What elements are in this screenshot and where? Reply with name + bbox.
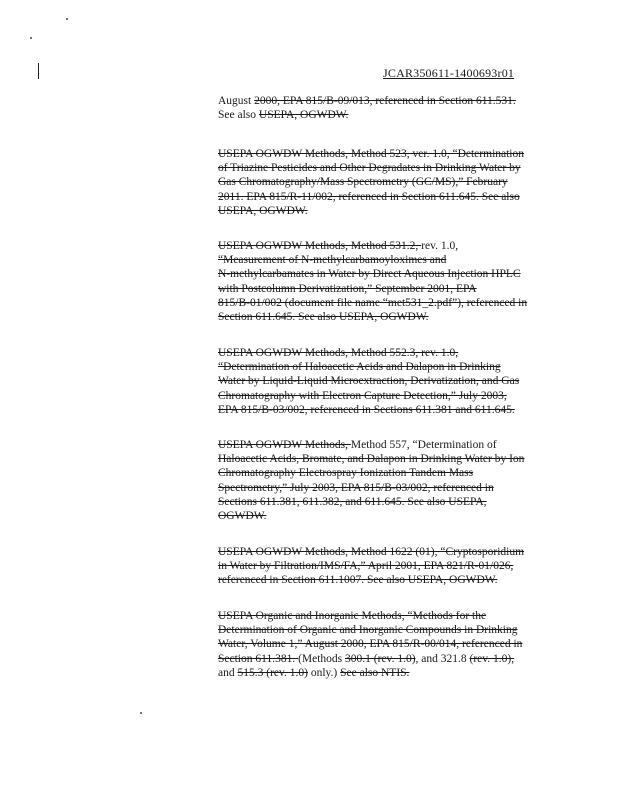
paragraph-line <box>218 374 550 388</box>
struck-text: referenced in Section 611.1007. <box>218 574 368 587</box>
paragraph-line <box>218 239 550 253</box>
struck-text: USEPA OGWDW Methods, Method 1622 (01), “Cryptosporidium <box>218 546 525 558</box>
struck-text: with Postcolumn Derivatization,” September 2001, EPA <box>218 282 477 295</box>
struck-text: USEPA, OGWDW. <box>258 109 349 122</box>
margin-change-bar <box>38 63 39 79</box>
paragraph-line <box>218 438 550 452</box>
struck-text: USEPA OGWDW Methods, Method 552.3, rev. 1.0, <box>218 347 459 359</box>
scan-speck <box>140 712 142 714</box>
struck-text: Gas Chromatography/Mass Spectrometry (GC/MS),” February <box>218 176 508 189</box>
struck-text: Chromatography with Electron Capture Detection,” July 2003, <box>218 389 507 402</box>
paragraph-line <box>218 190 550 204</box>
struck-text: in Water by Filtration/IMS/FA,” April 2001, EPA 821/R-01/026, <box>218 560 514 573</box>
struck-text: Section 611.645. See also <box>218 311 339 324</box>
paragraph-line <box>218 282 550 296</box>
struck-text: Sections 611.381, 611.382, and 611.645. See also USEPA, <box>218 495 487 508</box>
text-segment: Method 557, “Determination of <box>350 439 497 451</box>
paragraph-line <box>218 204 550 218</box>
struck-text: USEPA, OGWDW. <box>338 311 429 324</box>
reference-paragraph <box>218 94 550 122</box>
text-segment: and <box>218 666 238 679</box>
paragraph-line <box>218 346 550 360</box>
paragraph-line <box>218 360 550 374</box>
paragraph-line <box>218 559 550 573</box>
struck-text: EPA 815/B-03/002, referenced in Sections 611.381 and 611.645. <box>218 403 515 416</box>
text-segment: only.) <box>307 666 341 679</box>
paragraph-line <box>218 310 550 324</box>
document-id-header: JCAR350611-1400693r01 <box>383 66 515 80</box>
reference-paragraph <box>218 545 550 588</box>
struck-text: Method 531.2, <box>350 240 422 252</box>
paragraph-line <box>218 637 550 651</box>
struck-text: See also NTIS. <box>340 666 410 679</box>
paragraph-line <box>218 666 550 680</box>
text-segment: See also <box>218 109 259 122</box>
paragraph-line <box>218 495 550 509</box>
paragraph-line <box>218 108 550 122</box>
reference-paragraph <box>218 147 550 218</box>
struck-text: 300.1 (rev. 1.0) <box>345 652 416 665</box>
paragraph-line <box>218 267 550 281</box>
reference-paragraph <box>218 609 550 680</box>
scan-speck <box>66 18 68 20</box>
paragraph-line <box>218 253 550 267</box>
struck-text: Water, Volume 1,” August 2000, EPA 815/R-00/014, referenced in <box>218 638 523 651</box>
struck-text: 2000, EPA 815/B-09/013, referenced in Section 611.531. <box>254 95 516 107</box>
reference-paragraph <box>218 346 550 417</box>
struck-text: USEPA OGWDW Methods, Method 523, ver. 1.0, “Determination <box>218 148 525 160</box>
struck-text: 815/B-01/002 (document file name “met531_2.pdf”), referenced in <box>218 296 528 309</box>
reference-paragraph <box>218 438 550 523</box>
paragraph-line <box>218 573 550 587</box>
struck-text: Chromatography Electrospray Ionization Tandem Mass <box>218 467 474 480</box>
paragraph-line <box>218 652 550 666</box>
paragraph-line <box>218 94 550 108</box>
reference-paragraph <box>218 239 550 324</box>
paragraph-line <box>218 161 550 175</box>
struck-text: Haloacetic Acids, Bromate, and Dalapon in Drinking Water by Ion <box>218 453 525 466</box>
struck-text: 515.3 (rev. 1.0) <box>237 666 308 679</box>
struck-text: USEPA, OGWDW. <box>218 204 308 217</box>
paragraph-line <box>218 403 550 417</box>
paragraph-line <box>218 481 550 495</box>
struck-text: (rev. 1.0), <box>469 652 515 665</box>
struck-text: USEPA OGWDW Methods, <box>218 240 351 252</box>
struck-text: Section 611.381. <box>218 652 299 665</box>
struck-text: Water by Liquid-Liquid Microextraction, Derivatization, and Gas <box>218 375 520 388</box>
struck-text: Determination of Organic and Inorganic Compounds in Drinking <box>218 624 518 637</box>
text-segment: rev. 1.0, <box>421 240 459 252</box>
text-segment: (Methods <box>298 652 346 665</box>
scan-speck <box>30 37 32 39</box>
paragraph-line <box>218 609 550 623</box>
struck-text: 2011. EPA 815/R-11/002, referenced in Section 611.645. See also <box>218 190 520 203</box>
paragraph-line <box>218 389 550 403</box>
paragraph-line <box>218 175 550 189</box>
struck-text: “Measurement of N-methylcarbamoyloximes and <box>218 254 447 267</box>
struck-text: Spectrometry,” July 2003, EPA 815/B-03/002, referenced in <box>218 481 494 494</box>
paragraph-line <box>218 509 550 523</box>
struck-text: USEPA OGWDW Methods, <box>218 439 351 451</box>
struck-text: See also USEPA, OGWDW. <box>367 574 498 587</box>
text-segment: , and 321.8 <box>415 652 470 665</box>
paragraph-line <box>218 452 550 466</box>
paragraph-line <box>218 147 550 161</box>
struck-text: USEPA Organic and Inorganic Methods, “Methods for the <box>218 610 487 622</box>
paragraph-line <box>218 466 550 480</box>
paragraph-line <box>218 623 550 637</box>
struck-text: of Triazine Pesticides and Other Degradates in Drinking Water by <box>218 162 521 175</box>
paragraph-line <box>218 296 550 310</box>
text-segment: August <box>218 95 255 107</box>
struck-text: “Determination of Haloacetic Acids and Dalapon in Drinking <box>218 361 501 374</box>
struck-text: N-methylcarbamates in Water by Direct Aqueous Injection HPLC <box>218 268 521 281</box>
paragraph-line <box>218 545 550 559</box>
struck-text: OGWDW. <box>218 510 267 523</box>
